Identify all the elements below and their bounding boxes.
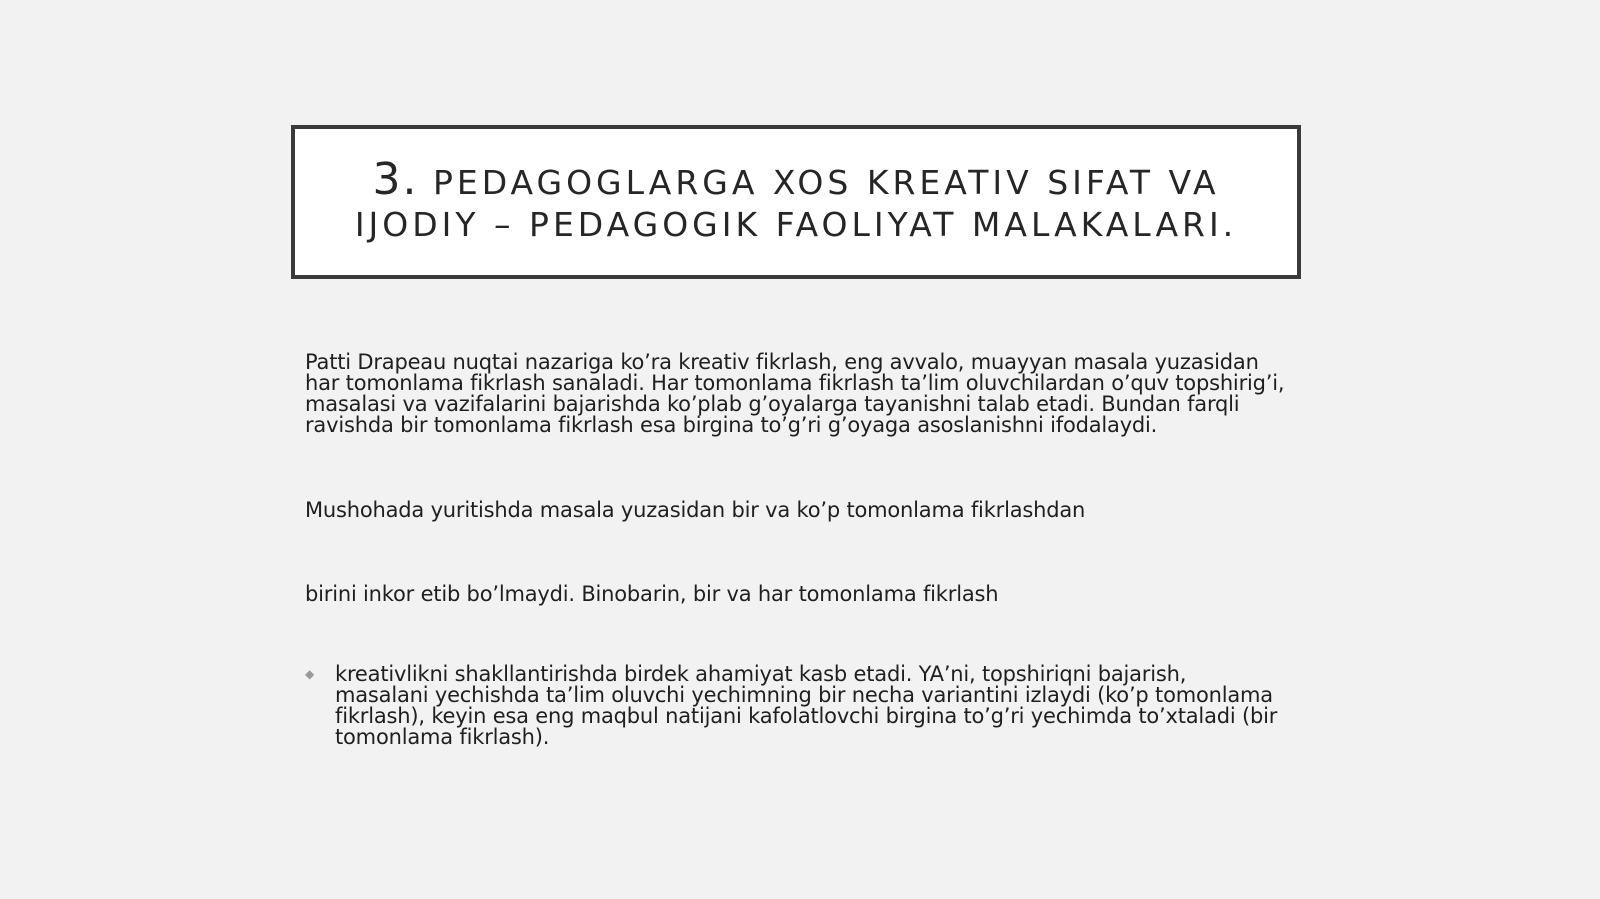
- bullet-text: kreativlikni shakllantirishda birdek ahamiyat kasb etadi. YA’ni, topshiriqni bajarish, masalani yechishda ta’lim oluvchi yechimning bir necha variantini izlaydi (ko’p tomonlama fikrlash), keyin esa eng maqbul natijani kafolatlovchi birgina to’g’ri yechimda to’xtaladi (bir tomonlama fikrlash).: [335, 662, 1278, 749]
- title-box: [291, 125, 1301, 279]
- bullet-diamond-icon: ◆: [305, 667, 315, 681]
- slide-title: [315, 153, 1277, 246]
- bullet-item: [305, 664, 1285, 748]
- paragraph-2: Mushohada yuritishda masala yuzasidan bir va ko’p tomonlama fikrlashdan: [305, 498, 1086, 522]
- paragraph-1: Patti Drapeau nuqtai nazariga ko’ra kreativ fikrlash, eng avvalo, muayyan masala yuzasidan har tomonlama fikrlash sanaladi. Har tomonlama fikrlash ta’lim oluvchilardan o’quv topshirig’i, masalasi va vazifalarini bajarishda ko’plab g’oyalarga tayanishni talab etadi. Bundan farqli ravishda bir tomonlama fikrlash esa birgina to’g’ri g’oyaga asoslanishni ifodalaydi.: [305, 350, 1285, 437]
- paragraph-3: birini inkor etib bo’lmaydi. Binobarin, bir va har tomonlama fikrlash: [305, 582, 999, 606]
- title-line-1: PEDAGOGLARGA XOS KREATIV SIFAT VA: [432, 162, 1220, 202]
- title-number: 3.: [372, 153, 419, 205]
- title-line-2: IJODIY – PEDAGOGIK FAOLIYAT MALAKALARI.: [354, 204, 1238, 244]
